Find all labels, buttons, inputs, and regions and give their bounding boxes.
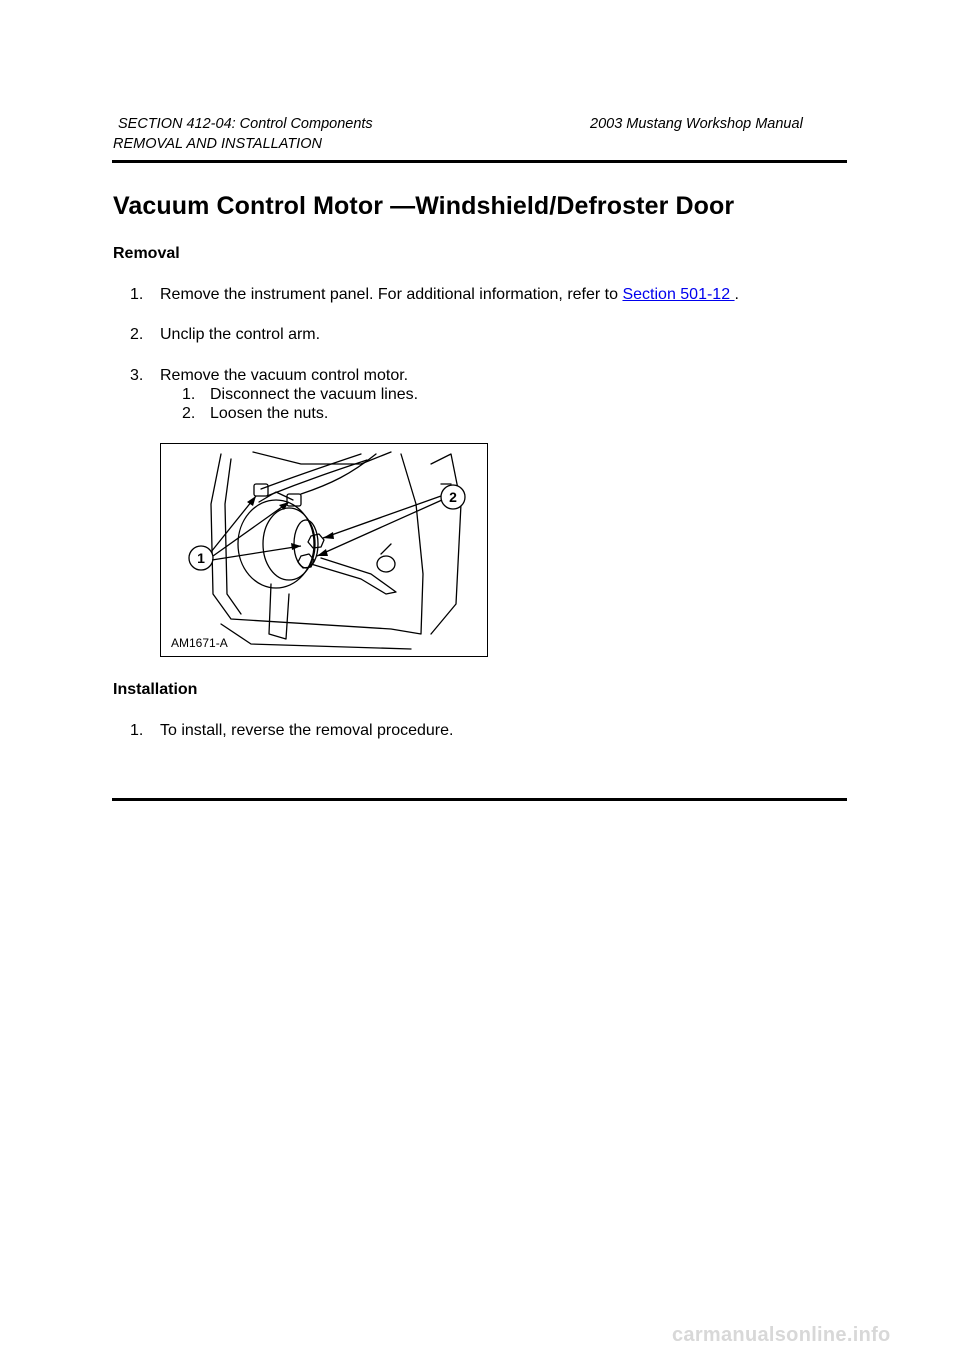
removal-substep-2: 2. Loosen the nuts. <box>182 405 329 422</box>
installation-heading: Installation <box>113 681 198 698</box>
removal-heading: Removal <box>113 245 180 262</box>
removal-step-2: 2. Unclip the control arm. <box>130 326 321 343</box>
callout-2-label: 2 <box>449 489 457 505</box>
section-501-12-link[interactable]: Section 501-12 <box>622 286 735 303</box>
removal-step-1: 1. Remove the instrument panel. For additional information, refer to Section 501-12 . <box>130 286 739 303</box>
page-title: Vacuum Control Motor —Windshield/Defroster Door <box>113 192 735 220</box>
header-manual: 2003 Mustang Workshop Manual <box>590 116 803 132</box>
header-section: SECTION 412-04: Control Components <box>118 116 373 132</box>
figure-vacuum-motor <box>160 443 488 657</box>
watermark: carmanualsonline.info <box>672 1324 891 1346</box>
figure-id: AM1671-A <box>171 636 228 650</box>
installation-step-1: 1. To install, reverse the removal procedure. <box>130 722 454 739</box>
vacuum-motor-illustration <box>161 444 487 656</box>
header-rule <box>112 160 847 163</box>
header-subsection: REMOVAL AND INSTALLATION <box>113 136 322 152</box>
callout-1-label: 1 <box>197 550 205 566</box>
removal-step-3: 3. Remove the vacuum control motor. <box>130 367 409 384</box>
removal-substep-1: 1. Disconnect the vacuum lines. <box>182 386 419 403</box>
footer-rule <box>112 798 847 801</box>
